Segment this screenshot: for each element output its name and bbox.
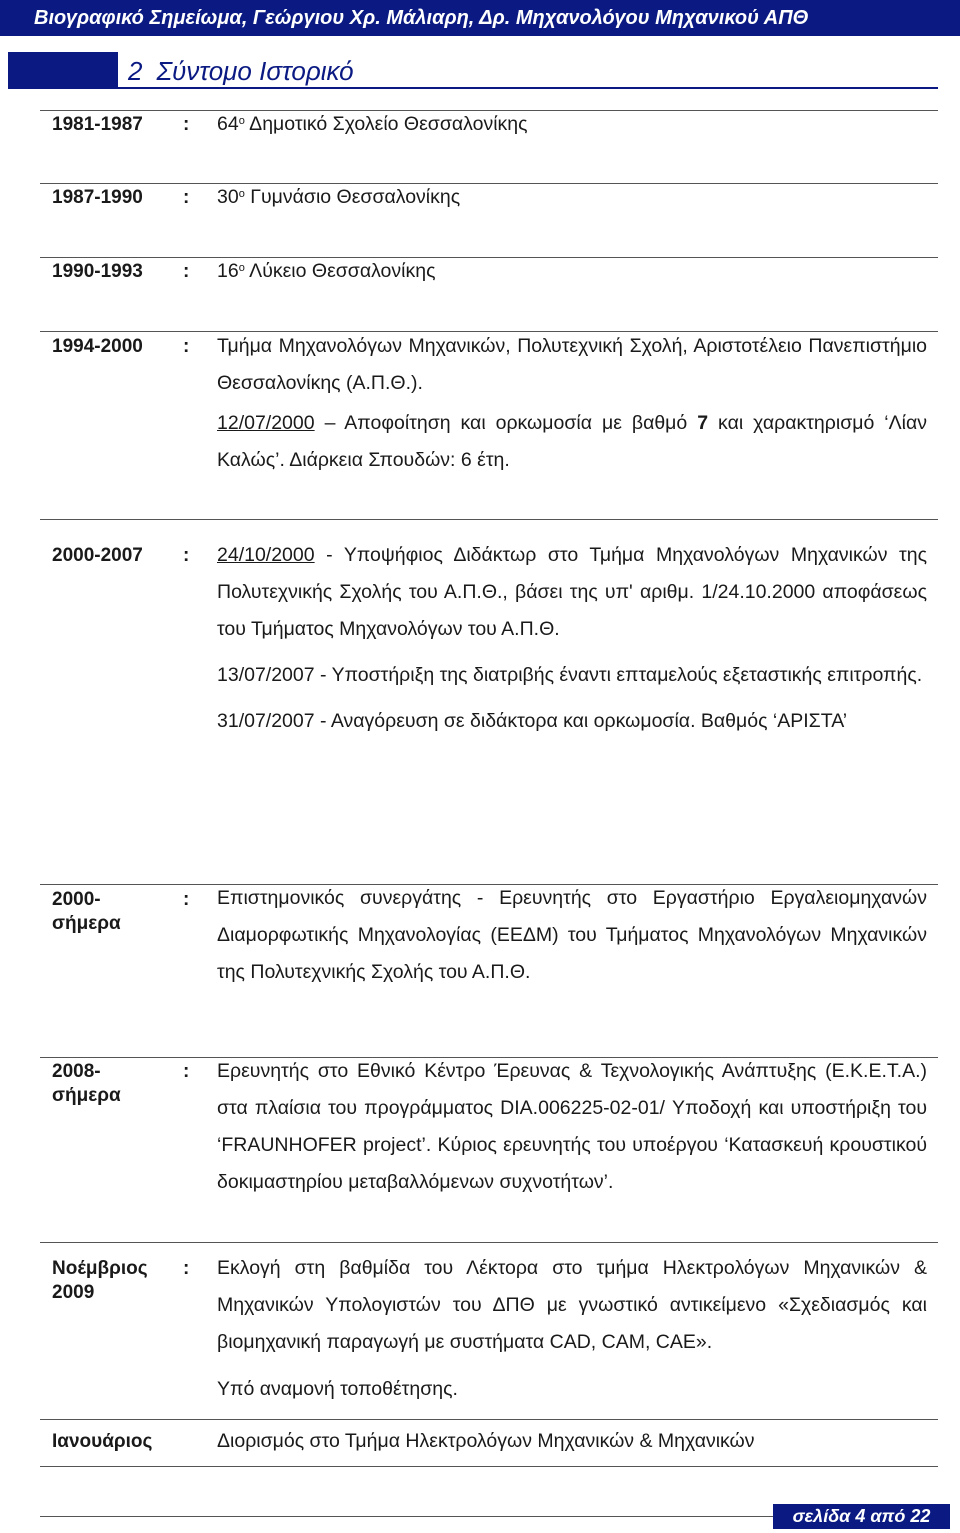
entry-text <box>217 537 927 740</box>
colon: : <box>183 187 190 208</box>
section-title: Σύντομο Ιστορικό <box>156 56 354 86</box>
entry-years: Ιανουάριος <box>52 1431 153 1452</box>
colon: : <box>183 545 190 566</box>
row-divider <box>40 1242 938 1243</box>
entry-paragraph: 24/10/2000 - Υποψήφιος Διδάκτωρ στο Τμήμα Μηχανολόγων Μηχανικών της Πολυτεχνικής Σχολής του Α.Π.Θ., βάσει της υπ' αριθμ. 1/24.10.2000 αποφάσεως του Τμήματος Μηχανολόγων του Α.Π.Θ. <box>217 544 927 640</box>
section-heading <box>128 54 354 88</box>
entry-years: 1994-2000 <box>52 336 143 357</box>
entry-text: $30^o$ Γυμνάσιο Θεσσαλονίκης <box>217 186 461 208</box>
entry-years: 1981-1987 <box>52 114 143 135</box>
section-underline <box>8 87 938 89</box>
entry-years: 2000- σήμερα <box>52 889 121 934</box>
entry-text <box>217 880 927 991</box>
entry-paragraph: 13/07/2007 - Υποστήριξη της διατριβής έναντι επταμελούς εξεταστικής επιτροπής. <box>217 664 923 686</box>
colon: : <box>183 1258 190 1279</box>
section-marker <box>8 52 118 88</box>
entry-paragraph: Υπό αναμονή τοποθέτησης. <box>217 1378 458 1400</box>
entry-paragraph: 12/07/2000 – Αποφοίτηση και ορκωμοσία με βαθμό 7 και χαρακτηρισμό ‘Λίαν Καλώς’. Διάρκεια Σπουδών: 6 έτη. <box>217 412 927 471</box>
entry-paragraph: Ερευνητής στο Εθνικό Κέντρο Έρευνας & Τεχνολογικής Ανάπτυξης (Ε.Κ.Ε.Τ.Α.) στα πλαίσια του προγράμματος DIA.006225-02-01/ Υποδοχή και υποστήριξη του ‘FRAUNHOFER project’. Κύριος ερευνητής του υποέργου ‘Κατασκευή κρουστικού δοκιμαστηρίου μεταβαλλόμενων συχνοτήτων’. <box>217 1060 927 1193</box>
entry-paragraph: 31/07/2007 - Αναγόρευση σε διδάκτορα και ορκωμοσία. Βαθμός ‘ΑΡΙΣΤΑ’ <box>217 710 848 732</box>
entry-years: 1987-1990 <box>52 187 143 208</box>
colon: : <box>183 889 190 910</box>
entry-text: $64^o$ Δημοτικό Σχολείο Θεσσαλονίκης <box>217 113 528 135</box>
entry-text <box>217 1053 927 1201</box>
entry-years: Νοέμβριος 2009 <box>52 1258 148 1303</box>
section-number: 2 <box>128 56 143 86</box>
colon: : <box>183 114 190 135</box>
colon: : <box>183 261 190 282</box>
entry-paragraph: Τμήμα Μηχανολόγων Μηχανικών, Πολυτεχνική Σχολή, Αριστοτέλειο Πανεπιστήμιο Θεσσαλονίκης (Α.Π.Θ.). <box>217 335 927 394</box>
row-divider <box>40 1466 938 1467</box>
colon: : <box>183 336 190 357</box>
entry-years: 2000-2007 <box>52 545 143 566</box>
entry-text <box>217 328 927 479</box>
entry-text <box>217 1423 927 1460</box>
entry-text: $16^o$ Λύκειο Θεσσαλονίκης <box>217 260 436 282</box>
entry-years: 2008- σήμερα <box>52 1061 121 1106</box>
entry-text <box>217 1250 927 1408</box>
footer-rule <box>40 1516 773 1517</box>
entry-paragraph: Εκλογή στη βαθμίδα του Λέκτορα στο τμήμα Ηλεκτρολόγων Μηχανικών & Μηχανικών Υπολογιστών του ΔΠΘ με γνωστικό αντικείμενο «Σχεδιασμός και βιομηχανική παραγωγή με συστήματα CAD, CAM, CAE». <box>217 1257 927 1353</box>
row-divider <box>40 519 938 520</box>
entry-paragraph: Επιστημονικός συνεργάτης - Ερευνητής στο Εργαστήριο Εργαλειομηχανών Διαμορφωτικής Μηχανολογίας (ΕΕΔΜ) του Τμήματος Μηχανολόγων Μηχανικών της Πολυτεχνικής Σχολής του Α.Π.Θ. <box>217 887 927 983</box>
row-divider <box>40 1419 938 1420</box>
colon: : <box>183 1061 190 1082</box>
page-header: Βιογραφικό Σημείωμα, Γεώργιου Χρ. Μάλιαρη, Δρ. Μηχανολόγου Μηχανικού ΑΠΘ <box>0 0 960 36</box>
entry-years: 1990-1993 <box>52 261 143 282</box>
page-number: σελίδα 4 από 22 <box>773 1504 950 1529</box>
entry-paragraph: Διορισμός στο Τμήμα Ηλεκτρολόγων Μηχανικών & Μηχανικών <box>217 1430 755 1452</box>
